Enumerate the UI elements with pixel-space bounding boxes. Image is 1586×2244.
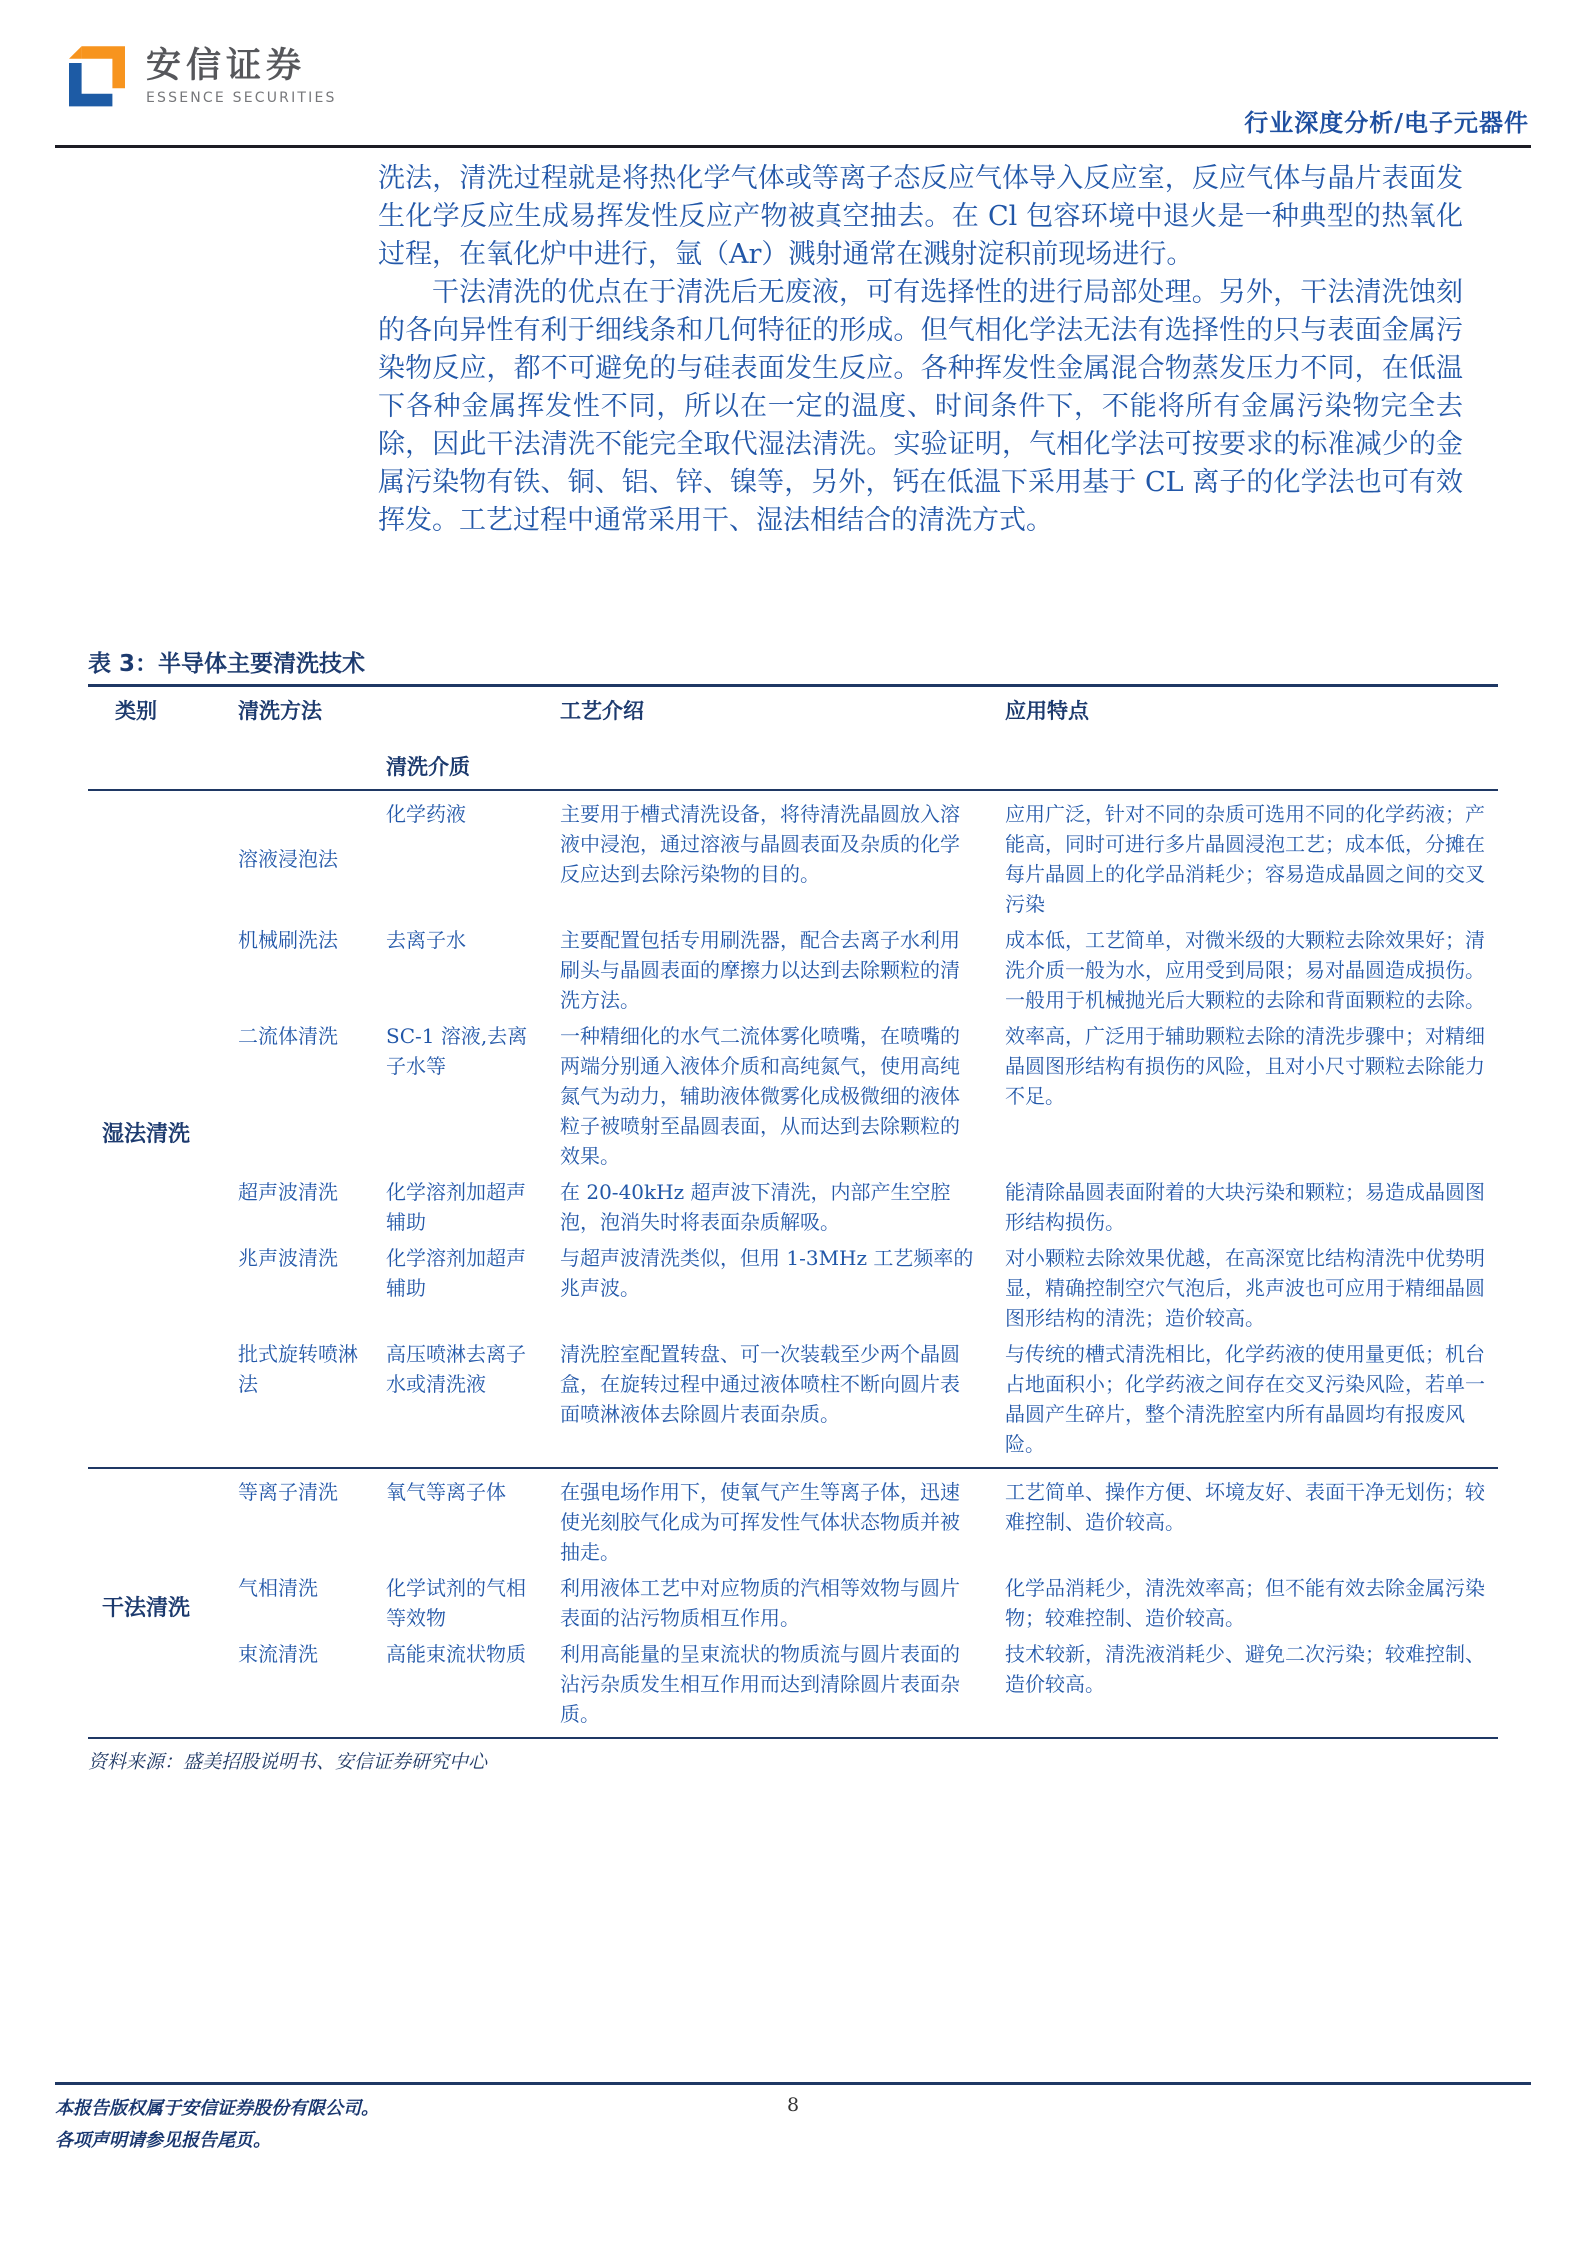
cell-application: 成本低，工艺简单，对微米级的大颗粒去除效果好；清洗介质一般为水，应用受到局限；易对晶圆造成损伤。一般用于机械抛光后大颗粒的去除和背面颗粒的去除。	[1005, 928, 1485, 1012]
col-header-category: 类别	[115, 699, 157, 723]
cell-medium: 高压喷淋去离子水或清洗液	[386, 1342, 526, 1396]
cell-process: 清洗腔室配置转盘、可一次装载至少两个晶圆盒，在旋转过程中通过液体喷柱不断向圆片表面喷淋液体去除圆片表面杂质。	[560, 1342, 960, 1426]
table-source: 资料来源：盛美招股说明书、安信证券研究中心	[88, 1751, 488, 1773]
cell-process: 在 20-40kHz 超声波下清洗，内部产生空腔泡，泡消失时将表面杂质解吸。	[560, 1180, 951, 1234]
page-footer	[55, 2082, 1531, 2157]
cell-process: 与超声波清洗类似，但用 1-3MHz 工艺频率的兆声波。	[560, 1246, 974, 1300]
table-row	[238, 1339, 1498, 1459]
group-category-label: 湿法清洗	[102, 1121, 191, 1147]
cell-method: 兆声波清洗	[238, 1246, 338, 1270]
table-row	[238, 925, 1498, 1015]
cell-process: 一种精细化的水气二流体雾化喷嘴，在喷嘴的两端分别通入液体介质和高纯氮气，使用高纯氮气为动力，辅助液体微雾化成极微细的液体粒子被喷射至晶圆表面，从而达到去除颗粒的效果。	[560, 1024, 960, 1168]
cell-medium: 高能束流状物质	[386, 1642, 526, 1666]
table-row	[238, 1639, 1498, 1729]
col-header-application: 应用特点	[1005, 699, 1089, 723]
table-title: 表 3：半导体主要清洗技术	[88, 651, 366, 677]
cell-medium: 氧气等离子体	[386, 1480, 506, 1504]
cell-method: 等离子清洗	[238, 1480, 338, 1504]
col-header-process: 工艺介绍	[560, 699, 644, 723]
cell-process: 利用高能量的呈束流状的物质流与圆片表面的沾污杂质发生相互作用而达到清除圆片表面杂质。	[560, 1642, 960, 1726]
cell-medium: 化学试剂的气相等效物	[386, 1576, 526, 1630]
cell-medium: 化学药液	[386, 802, 466, 826]
essence-securities-logo-icon	[62, 42, 132, 112]
cell-method: 气相清洗	[238, 1576, 318, 1600]
col-header-medium: 清洗介质	[386, 755, 470, 779]
cell-application: 对小颗粒去除效果优越，在高深宽比结构清洗中优势明显，精确控制空穴气泡后，兆声波也可应用于精细晶圆图形结构的清洗；造价较高。	[1005, 1246, 1485, 1330]
table-group-wet	[88, 791, 1498, 1467]
table-header-row	[88, 687, 1498, 789]
col-header-method: 清洗方法	[238, 699, 322, 723]
footer-line-2: 各项声明请参见报告尾页。	[55, 2130, 271, 2151]
table-row	[238, 799, 1498, 919]
footer-line-1: 本报告版权属于安信证券股份有限公司。	[55, 2098, 379, 2119]
cell-method: 溶液浸泡法	[238, 847, 338, 871]
cell-method: 超声波清洗	[238, 1180, 338, 1204]
cell-medium: SC-1 溶液,去离子水等	[386, 1024, 528, 1078]
table-bottom-rule	[88, 1737, 1498, 1739]
group-rows	[238, 799, 1498, 1465]
cell-method: 束流清洗	[238, 1642, 318, 1666]
cell-application: 化学品消耗少，清洗效率高；但不能有效去除金属污染物；较难控制、造价较高。	[1005, 1576, 1485, 1630]
body-text-block	[378, 160, 1463, 540]
cell-process: 主要配置包括专用刷洗器，配合去离子水利用刷头与晶圆表面的摩擦力以达到去除颗粒的清洗方法。	[560, 928, 960, 1012]
cell-medium: 化学溶剂加超声辅助	[386, 1246, 526, 1300]
cell-method: 二流体清洗	[238, 1024, 338, 1048]
cell-method: 机械刷洗法	[238, 928, 338, 952]
cell-application: 效率高，广泛用于辅助颗粒去除的清洗步骤中；对精细晶圆图形结构有损伤的风险，且对小尺寸颗粒去除能力不足。	[1005, 1024, 1485, 1108]
table-row	[238, 1177, 1498, 1237]
table-row	[238, 1021, 1498, 1171]
page-number: 8	[786, 2094, 800, 2116]
cell-application: 能清除晶圆表面附着的大块污染和颗粒；易造成晶圆图形结构损伤。	[1005, 1180, 1485, 1234]
table-row	[238, 1477, 1498, 1567]
brand-text	[146, 42, 337, 106]
footer-divider	[55, 2082, 1531, 2085]
cell-process: 主要用于槽式清洗设备，将待清洗晶圆放入溶液中浸泡，通过溶液与晶圆表面及杂质的化学反应达到去除污染物的目的。	[560, 802, 960, 886]
paragraph-1: 洗法，清洗过程就是将热化学气体或等离子态反应气体导入反应室，反应气体与晶片表面发生化学反应生成易挥发性反应产物被真空抽去。在 Cl 包容环境中退火是一种典型的热氧化过程，在氧化炉中进行，氩（Ar）溅射通常在溅射淀积前现场进行。	[378, 163, 1463, 270]
cell-application: 与传统的槽式清洗相比，化学药液的使用量更低；机台占地面积小；化学药液之间存在交叉污染风险，若单一晶圆产生碎片，整个清洗腔室内所有晶圆均有报废风险。	[1005, 1342, 1485, 1456]
cell-process: 利用液体工艺中对应物质的汽相等效物与圆片表面的沾污物质相互作用。	[560, 1576, 960, 1630]
cell-application: 工艺简单、操作方便、坏境友好、表面干净无划伤；较难控制、造价较高。	[1005, 1480, 1485, 1534]
cell-medium: 去离子水	[386, 928, 466, 952]
cell-medium: 化学溶剂加超声辅助	[386, 1180, 526, 1234]
table-row	[238, 1243, 1498, 1333]
cell-method: 批式旋转喷淋法	[238, 1342, 358, 1396]
brand-name-cn: 安信证券	[146, 46, 307, 86]
paragraph-2: 干法清洗的优点在于清洗后无废液，可有选择性的进行局部处理。另外，干法清洗蚀刻的各向异性有利于细线条和几何特征的形成。但气相化学法无法有选择性的只与表面金属污染物反应，都不可避免的与硅表面发生反应。各种挥发性金属混合物蒸发压力不同，在低温下各种金属挥发性不同，所以在一定的温度、时间条件下，不能将所有金属污染物完全去除，因此干法清洗不能完全取代湿法清洗。实验证明，气相化学法可按要求的标准减少的金属污染物有铁、铜、铝、锌、镍等，另外，钙在低温下采用基于 CL 离子的化学法也可有效挥发。工艺过程中通常采用干、湿法相结合的清洗方式。	[378, 277, 1463, 536]
group-category-label: 干法清洗	[102, 1595, 191, 1621]
report-category-label: 行业深度分析/电子元器件	[1244, 108, 1529, 137]
header-divider	[55, 145, 1531, 148]
table-3-block	[88, 645, 1498, 1774]
brand-block	[62, 42, 337, 112]
cell-process: 在强电场作用下，使氧气产生等离子体，迅速使光刻胶气化成为可挥发性气体状态物质并被抽走。	[560, 1480, 960, 1564]
cell-application: 应用广泛，针对不同的杂质可选用不同的化学药液；产能高，同时可进行多片晶圆浸泡工艺；成本低，分摊在每片晶圆上的化学品消耗少；容易造成晶圆之间的交叉污染	[1005, 802, 1485, 916]
cell-application: 技术较新，清洗液消耗少、避免二次污染；较难控制、造价较高。	[1005, 1642, 1485, 1696]
table-row	[238, 1573, 1498, 1633]
group-rows	[238, 1477, 1498, 1735]
brand-name-en: ESSENCE SECURITIES	[146, 90, 337, 106]
table-group-dry	[88, 1469, 1498, 1737]
